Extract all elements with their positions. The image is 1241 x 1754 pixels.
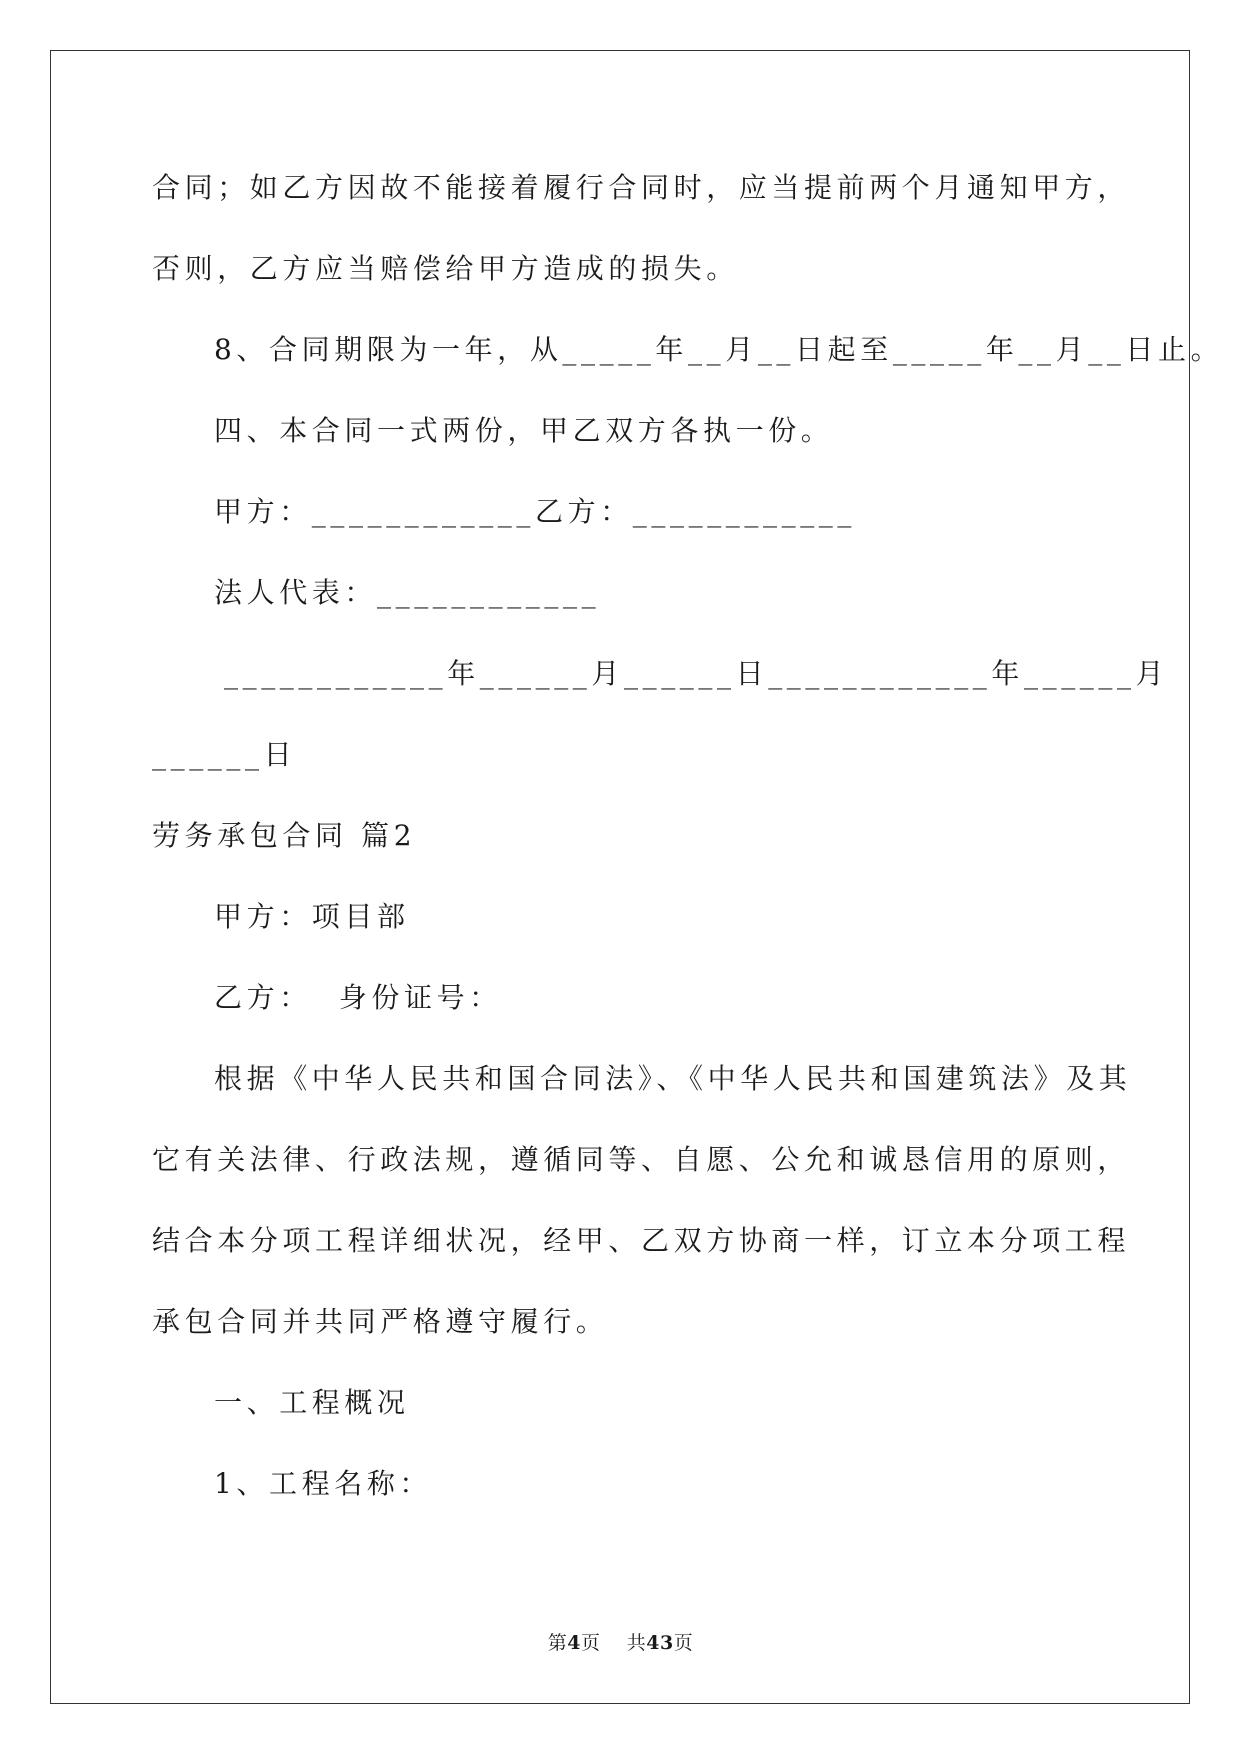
party-a-line: 甲方：项目部 [214,900,410,933]
subsection-heading: 一、工程概况 [214,1386,410,1419]
page-frame [50,50,1190,1704]
text-line-3: 8、合同期限为一年，从_____年__月__日起至_____年__月__日止。 [214,333,1224,366]
total-pages: 43 [646,1632,674,1654]
signature-date-line-cont: ______日 [152,738,297,771]
total-prefix: 共 [626,1632,647,1654]
signature-line-parties: 甲方：____________乙方：____________ [214,495,857,528]
signature-date-line: ____________年______月______日____________年______月 [224,657,1169,690]
page-number: 4 [567,1632,582,1654]
paragraph-line-1: 根据《中华人民共和国合同法》、《中华人民共和国建筑法》及其 [214,1062,1132,1095]
paragraph-line-4: 承包合同并共同严格遵守履行。 [152,1305,609,1338]
paragraph-line-2: 它有关法律、行政法规，遵循同等、自愿、公允和诚恳信用的原则， [152,1143,1131,1176]
page-footer [0,1628,1241,1655]
section-heading: 劳务承包合同 篇2 [152,819,417,852]
text-line-2: 否则，乙方应当赔偿给甲方造成的损失。 [152,252,739,285]
total-suffix: 页 [673,1632,694,1654]
text-line-1: 合同；如乙方因故不能接着履行合同时，应当提前两个月通知甲方， [152,171,1131,204]
project-name-line: 1、工程名称： [214,1467,433,1500]
signature-line-legal-rep: 法人代表：____________ [214,576,601,609]
page-prefix: 第 [547,1632,568,1654]
paragraph-line-3: 结合本分项工程详细状况，经甲、乙双方协商一样，订立本分项工程 [152,1224,1131,1257]
page-suffix: 页 [581,1632,601,1654]
text-line-4: 四、本合同一式两份，甲乙双方各执一份。 [214,414,834,447]
party-b-line: 乙方： 身份证号： [214,981,502,1014]
